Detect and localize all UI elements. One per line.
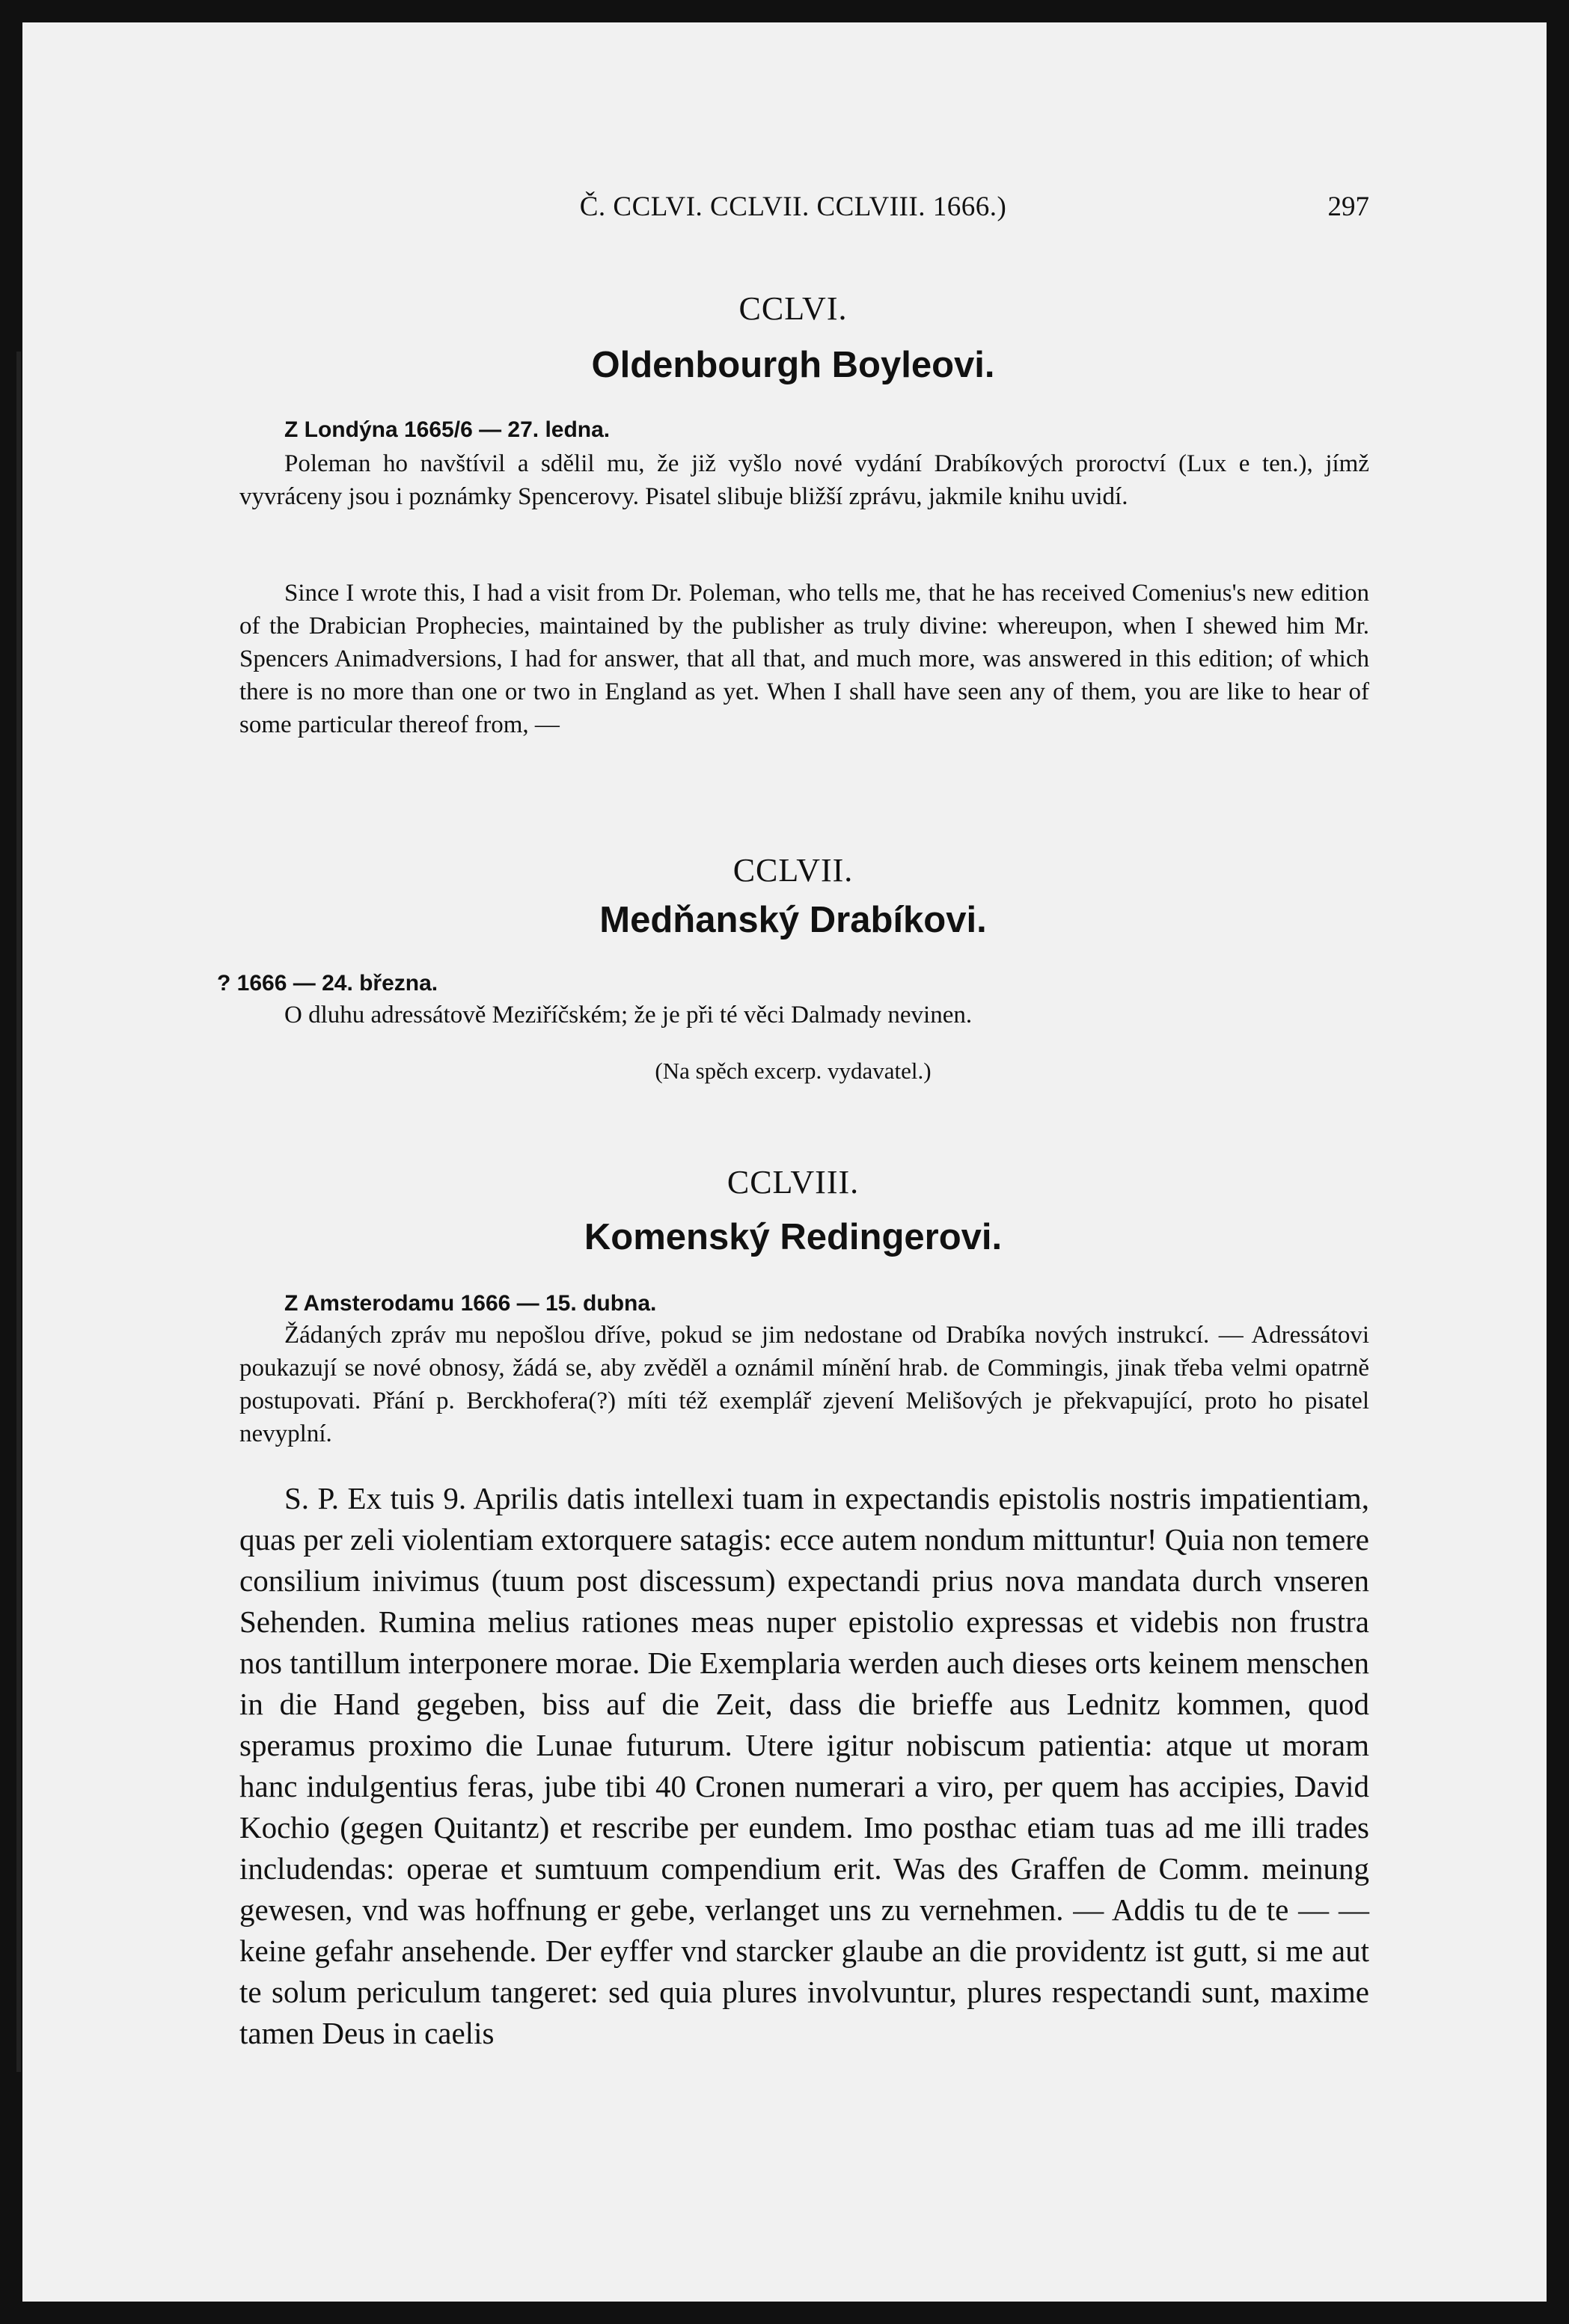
running-head-title: Č. CCLVI. CCLVII. CCLVIII. 1666.): [579, 191, 1007, 222]
letter-dateline: Z Londýna 1665/6 — 27. ledna.: [284, 417, 611, 442]
letter-summary: Žádaných zpráv mu nepošlou dříve, pokud se jim nedostane od Drabíka nových instrukcí. — Adressátovi poukazují se nové obnosy, žádá se, aby zvěděl a oznámil mínění hrab. de Commingis, jinak třeba velmi opatrně postupovati. Přání p. Berckhofera(?) míti též exemplář zjevení Melišových je překvapující, proto ho pisatel nevyplní.: [239, 1322, 1369, 1447]
letter-title: Medňanský Drabíkovi.: [599, 900, 987, 940]
running-head: [217, 191, 1369, 236]
book-page: [22, 22, 1547, 2302]
letter-numeral: CCLVII.: [732, 852, 854, 889]
page-number: 297: [1327, 191, 1369, 222]
letter-numeral: CCLVI.: [738, 290, 848, 327]
binding-edge-mark: [16, 352, 21, 2072]
letter-title: Oldenbourgh Boyleovi.: [591, 345, 995, 385]
letter-numeral: CCLVIII.: [727, 1164, 860, 1201]
letter-dateline: Z Amsterodamu 1666 — 15. dubna.: [284, 1291, 657, 1316]
letter-summary: Poleman ho navštívil a sdělil mu, že již vyšlo nové vydání Drabíkových proroctví (Lux e ten.), jímž vyvráceny jsou i poznámky Spencerovy. Pisatel slibuje bližší zprávu, jakmile knihu uvidí.: [239, 450, 1369, 510]
letter-summary: O dluhu adressátově Meziříčském; že je při té věci Dalmady nevinen.: [284, 1002, 973, 1028]
editor-note: (Na spěch excerp. vydavatel.): [655, 1058, 932, 1084]
letter-title: Komenský Redingerovi.: [584, 1217, 1003, 1257]
letter-dateline: ? 1666 — 24. března.: [217, 971, 438, 996]
letter-text: Since I wrote this, I had a visit from Dr. Poleman, who tells me, that he has received Comenius's new edition of the Drabician Prophecies, maintained by the publisher as truly divine: whereupon, when I shewed him Mr. Spencers Animadversions, I had for answer, that all that, and much more, was answered in this edition; of which there is no more than one or two in England as yet. When I shall have seen any of them, you are like to hear of some particular thereof from, —: [239, 580, 1369, 738]
letter-text: S. P. Ex tuis 9. Aprilis datis intellexi tuam in expectandis epistolis nostris impatientiam, quas per zeli violentiam extorquere satagis: ecce autem nondum mittuntur! Quia non temere consilium inivimus (tuum post discessum) expectandi prius nova mandata durch vnseren Sehenden. Rumina melius rationes meas nuper epistolio expressas et videbis non frustra nos tantillum interponere morae. Die Exemplaria werden auch dieses orts keinem menschen in die Hand gegeben, biss auf die Zeit, dass die brieffe aus Lednitz kommen, quod speramus proximo die Lunae futurum. Utere igitur nobiscum patientia: atque ut moram hanc indulgentius feras, jube tibi 40 Cronen numerari a viro, per quem has accipies, David Kochio (gegen Quitantz) et rescribe per eundem. Imo posthac etiam tuas ad me illi trades includendas: operae et sumtuum compendium erit. Was des Graffen de Comm. meinung gewesen, vnd was hoffnung er gebe, verlanget uns zu vernehmen. — Addis tu de te — — keine gefahr ansehende. Der eyffer vnd starcker glaube an die providentz ist gutt, si me aut te solum periculum tangeret: sed quia plures involvuntur, plures respectandi sunt, maxime tamen Deus in caelis: [239, 1481, 1369, 2050]
